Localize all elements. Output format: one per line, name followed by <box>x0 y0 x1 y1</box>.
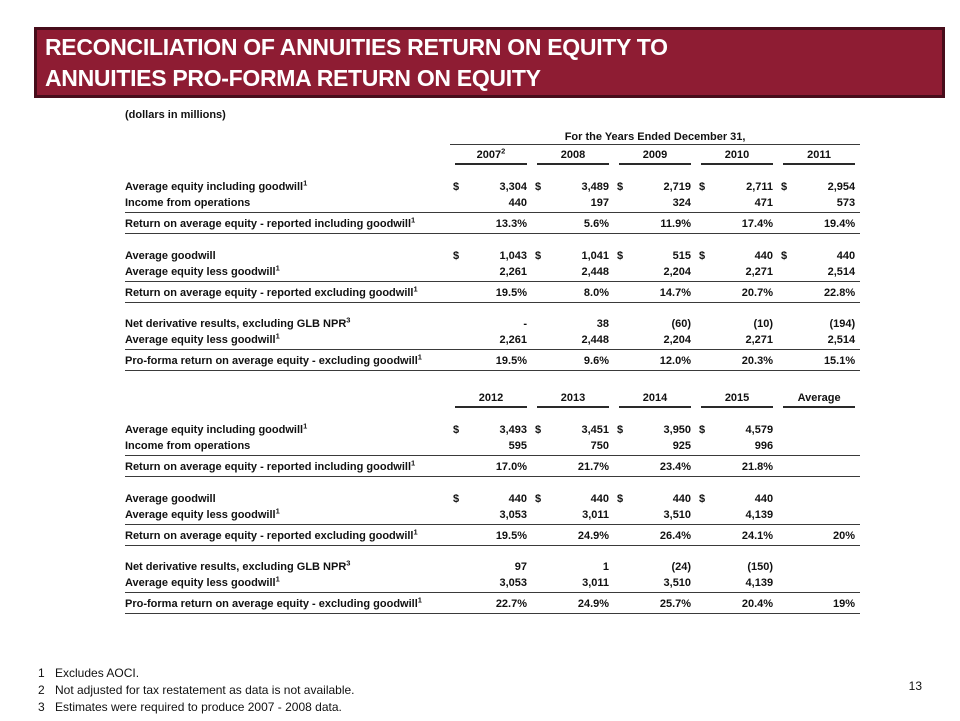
dollar-sign: $ <box>453 249 460 262</box>
dollar-sign <box>778 456 798 477</box>
table-row <box>125 180 860 196</box>
row-label: Return on average equity - reported including goodwill$^1$ <box>125 213 450 234</box>
cell-value: 2,271 <box>716 265 778 282</box>
spacer-cell <box>125 234 860 249</box>
cell-value <box>798 576 860 593</box>
dollar-sign <box>778 333 798 350</box>
year-column-header: 2010 <box>696 144 778 165</box>
dollar-sign: $ <box>453 492 460 505</box>
cell-value: (60) <box>671 318 691 330</box>
cell-value: 15.1% <box>798 350 860 371</box>
table-row <box>125 423 860 439</box>
table-row <box>125 333 860 350</box>
dollar-sign <box>696 213 716 234</box>
dollar-sign <box>532 333 552 350</box>
dollar-sign <box>532 350 552 371</box>
spacer-cell <box>125 545 860 560</box>
table-row <box>125 576 860 593</box>
row-label: Average equity less goodwill$^1$ <box>125 265 450 282</box>
dollar-sign <box>696 281 716 302</box>
dollar-sign <box>532 456 552 477</box>
dollar-sign: $ <box>535 424 542 436</box>
cell-value: 440 <box>754 249 773 262</box>
cell-value: 440 <box>672 492 692 505</box>
cell-value: 22.7% <box>470 593 532 614</box>
dollar-sign: $ <box>617 492 624 505</box>
spacer-cell <box>125 408 860 423</box>
dollar-sign: $ <box>617 424 624 436</box>
cell-value: 3,053 <box>470 576 532 593</box>
table-row <box>125 593 860 614</box>
cell-value: 19% <box>798 593 860 614</box>
cell-value: 19.5% <box>470 350 532 371</box>
cell-value: 2,271 <box>716 333 778 350</box>
dollar-sign <box>450 213 470 234</box>
dollar-sign <box>614 439 634 456</box>
cell-value: 2,514 <box>798 333 860 350</box>
dollar-sign <box>696 456 716 477</box>
footnote-text: Not adjusted for tax restatement as data is not available. <box>55 683 355 697</box>
cell-value: 26.4% <box>634 524 696 545</box>
cell-value: 595 <box>470 439 532 456</box>
cell-value: 2,954 <box>827 181 856 193</box>
dollar-sign <box>778 213 798 234</box>
cell-value: 3,053 <box>470 508 532 525</box>
cell-value: 197 <box>552 196 614 213</box>
footnote <box>38 682 355 699</box>
span-header-spacer <box>125 128 450 144</box>
dollar-sign <box>532 593 552 614</box>
dollar-sign: $ <box>699 181 706 193</box>
slide-content <box>125 109 860 614</box>
dollar-sign <box>614 560 634 576</box>
cell-value <box>798 492 860 508</box>
cell-value: 1,041 <box>581 249 609 262</box>
year-column-header: 2012 <box>450 387 532 408</box>
row-label: Average equity including goodwill$^1$ <box>125 178 308 193</box>
dollar-sign <box>532 281 552 302</box>
year-header-row <box>125 144 860 165</box>
cell-value: 20% <box>798 524 860 545</box>
cell-value: 2,719 <box>663 181 691 193</box>
dollar-sign <box>614 265 634 282</box>
footnote-number: 3 <box>38 700 45 714</box>
cell-value: 23.4% <box>634 456 696 477</box>
cell-value: 515 <box>672 249 691 262</box>
dollar-sign <box>614 281 634 302</box>
cell-value: 440 <box>590 492 610 505</box>
spacer-cell <box>125 165 860 180</box>
dollar-sign <box>614 576 634 593</box>
cell-value: 2,514 <box>798 265 860 282</box>
footnote-number: 1 <box>38 666 45 680</box>
dollar-sign <box>450 281 470 302</box>
cell-value: 11.9% <box>634 213 696 234</box>
dollar-sign <box>696 560 716 576</box>
cell-value: 1,043 <box>499 249 527 262</box>
year-column-header: Average <box>778 387 860 408</box>
cell-value: 3,510 <box>634 508 696 525</box>
table-row <box>125 249 860 265</box>
table-row <box>125 350 860 371</box>
cell-value: 5.6% <box>552 213 614 234</box>
dollar-sign <box>696 524 716 545</box>
dollar-sign <box>696 317 716 333</box>
cell-value <box>798 508 860 525</box>
footnotes <box>38 665 355 716</box>
row-label: Average goodwill <box>125 249 216 262</box>
cell-value: 13.3% <box>470 213 532 234</box>
cell-value: 3,304 <box>499 181 527 193</box>
dollar-sign: $ <box>617 181 624 193</box>
cell-value: 2,448 <box>552 265 614 282</box>
footnote-text: Excludes AOCI. <box>55 666 140 680</box>
table-row <box>125 456 860 477</box>
dollar-sign <box>614 333 634 350</box>
spacer-cell <box>125 477 860 492</box>
cell-value: 2,261 <box>470 333 532 350</box>
row-label: Return on average equity - reported excluding goodwill$^1$ <box>125 524 450 545</box>
spacer-cell <box>125 302 860 317</box>
cell-value: 440 <box>836 249 856 262</box>
cell-value: 2,711 <box>746 181 773 193</box>
spacer-row <box>125 477 860 492</box>
roe-table-2012-2015 <box>125 387 860 614</box>
cell-value: 3,011 <box>552 508 614 525</box>
spacer-row <box>125 234 860 249</box>
dollar-sign: $ <box>535 181 542 193</box>
cell-value: (194) <box>829 318 856 330</box>
row-label: Average goodwill <box>125 492 216 505</box>
dollar-sign: $ <box>699 424 706 436</box>
table-row <box>125 281 860 302</box>
dollar-sign <box>614 593 634 614</box>
dollar-sign <box>450 593 470 614</box>
dollar-sign <box>532 576 552 593</box>
year-header-row <box>125 387 860 408</box>
dollar-sign <box>696 439 716 456</box>
dollar-sign <box>532 508 552 525</box>
table-row <box>125 560 860 576</box>
dollar-sign <box>450 524 470 545</box>
dollar-sign: $ <box>535 492 542 505</box>
cell-value: 12.0% <box>634 350 696 371</box>
dollar-sign <box>614 524 634 545</box>
table-row <box>125 524 860 545</box>
cell-value: 3,493 <box>499 424 528 436</box>
cell-value <box>798 423 860 439</box>
dollar-sign: $ <box>617 249 624 262</box>
spacer-row <box>125 408 860 423</box>
year-column-header: 2014 <box>614 387 696 408</box>
dollar-sign <box>532 196 552 213</box>
page-number: 13 <box>908 679 922 693</box>
dollar-sign <box>450 508 470 525</box>
title-banner <box>34 27 945 98</box>
dollar-sign <box>778 508 798 525</box>
cell-value: 324 <box>634 196 696 213</box>
dollar-sign <box>696 350 716 371</box>
cell-value: 3,011 <box>552 576 614 593</box>
row-label: Average equity less goodwill$^1$ <box>125 508 450 525</box>
dollar-sign <box>532 439 552 456</box>
cell-value: 925 <box>634 439 696 456</box>
year-column-header: 2009 <box>614 144 696 165</box>
dollar-sign <box>696 593 716 614</box>
cell-value: 8.0% <box>552 281 614 302</box>
dollar-sign <box>778 281 798 302</box>
cell-value: 3,451 <box>581 424 610 436</box>
cell-value: (150) <box>747 561 774 573</box>
cell-value: 21.8% <box>716 456 778 477</box>
cell-value: 573 <box>798 196 860 213</box>
dollar-sign <box>614 196 634 213</box>
cell-value: 17.4% <box>716 213 778 234</box>
dollar-sign <box>614 213 634 234</box>
cell-value: 20.3% <box>716 350 778 371</box>
dollar-sign <box>696 196 716 213</box>
dollar-sign <box>450 560 470 576</box>
cell-value: 17.0% <box>470 456 532 477</box>
cell-value: 3,510 <box>634 576 696 593</box>
footnote-number: 2 <box>38 683 45 697</box>
row-label: Pro-forma return on average equity - excluding goodwill$^1$ <box>125 350 450 371</box>
cell-value: 22.8% <box>798 281 860 302</box>
footnote-text: Estimates were required to produce 2007 - 2008 data. <box>55 700 342 714</box>
cell-value <box>798 560 860 576</box>
dollar-sign <box>778 560 798 576</box>
cell-value: (24) <box>671 561 692 573</box>
cell-value: 471 <box>716 196 778 213</box>
dollar-sign <box>450 439 470 456</box>
dollar-sign: $ <box>781 249 788 262</box>
cell-value: 24.9% <box>552 593 614 614</box>
cell-value: 20.7% <box>716 281 778 302</box>
cell-value: 21.7% <box>552 456 614 477</box>
year-header-spacer <box>125 144 450 165</box>
row-label: Income from operations <box>125 196 450 213</box>
cell-value: 97 <box>514 561 528 573</box>
cell-value: (10) <box>753 318 773 330</box>
year-column-header: 2008 <box>532 144 614 165</box>
dollar-sign <box>532 213 552 234</box>
cell-value: 19.5% <box>470 524 532 545</box>
slide-title-line-2: ANNUITIES PRO-FORMA RETURN ON EQUITY <box>45 65 541 91</box>
dollar-sign <box>778 576 798 593</box>
row-label: Net derivative results, excluding GLB NPR$^3$ <box>125 315 351 330</box>
dollar-sign <box>696 576 716 593</box>
cell-value: 9.6% <box>552 350 614 371</box>
row-label: Return on average equity - reported excluding goodwill$^1$ <box>125 281 450 302</box>
cell-value: 440 <box>470 196 532 213</box>
table-row <box>125 439 860 456</box>
cell-value: 24.9% <box>552 524 614 545</box>
dollar-sign: $ <box>535 249 542 262</box>
row-label: Average equity including goodwill$^1$ <box>125 421 308 436</box>
cell-value: 2,448 <box>552 333 614 350</box>
dollar-sign: $ <box>699 249 706 262</box>
span-header-row <box>125 128 860 144</box>
table-row <box>125 265 860 282</box>
table-row <box>125 492 860 508</box>
cell-value: 38 <box>596 318 609 330</box>
table-row <box>125 317 860 333</box>
dollar-sign <box>614 350 634 371</box>
year-column-header: 2015 <box>696 387 778 408</box>
row-label: Average equity less goodwill$^1$ <box>125 576 450 593</box>
year-column-header: 2013 <box>532 387 614 408</box>
dollar-sign <box>696 508 716 525</box>
roe-table-2007-2011 <box>125 128 860 371</box>
cell-value: 4,579 <box>745 424 774 436</box>
dollar-sign <box>696 265 716 282</box>
dollar-sign <box>450 317 470 333</box>
row-label: Income from operations <box>125 439 450 456</box>
row-label: Average equity less goodwill$^1$ <box>125 333 450 350</box>
dollar-sign <box>450 196 470 213</box>
dollar-sign: $ <box>699 492 706 505</box>
dollar-sign <box>778 196 798 213</box>
cell-value: 19.5% <box>470 281 532 302</box>
dollar-sign <box>778 492 798 508</box>
dollar-sign <box>532 560 552 576</box>
cell-value: 2,261 <box>470 265 532 282</box>
dollar-sign <box>778 265 798 282</box>
spacer-row <box>125 545 860 560</box>
footnote <box>38 665 355 682</box>
row-label: Net derivative results, excluding GLB NPR$^3$ <box>125 558 351 573</box>
dollar-sign <box>450 350 470 371</box>
table-row <box>125 196 860 213</box>
cell-value: 2,204 <box>634 333 696 350</box>
dollar-sign <box>778 439 798 456</box>
year-column-header: 2007$^2$ <box>450 144 532 165</box>
year-column-header: 2011 <box>778 144 860 165</box>
cell-value: 440 <box>754 492 774 505</box>
dollar-sign <box>778 317 798 333</box>
cell-value: 2,204 <box>634 265 696 282</box>
cell-value: 24.1% <box>716 524 778 545</box>
dollar-sign: $ <box>453 424 460 436</box>
footnote <box>38 699 355 716</box>
cell-value: 3,950 <box>663 424 692 436</box>
units-label: (dollars in millions) <box>125 109 226 121</box>
cell-value: 1 <box>602 561 610 573</box>
dollar-sign <box>778 524 798 545</box>
dollar-sign <box>778 350 798 371</box>
spacer-row <box>125 302 860 317</box>
cell-value: 750 <box>552 439 614 456</box>
dollar-sign: $ <box>781 181 788 193</box>
cell-value: 4,139 <box>716 576 778 593</box>
years-ended-header: For the Years Ended December 31, <box>450 128 860 144</box>
table-row <box>125 508 860 525</box>
cell-value: 20.4% <box>716 593 778 614</box>
dollar-sign <box>614 508 634 525</box>
dollar-sign <box>532 524 552 545</box>
dollar-sign <box>778 423 798 439</box>
dollar-sign <box>450 576 470 593</box>
cell-value <box>798 456 860 477</box>
dollar-sign <box>778 593 798 614</box>
cell-value: 19.4% <box>798 213 860 234</box>
dollar-sign <box>450 333 470 350</box>
cell-value: 25.7% <box>634 593 696 614</box>
cell-value: 3,489 <box>581 181 609 193</box>
cell-value: 4,139 <box>716 508 778 525</box>
dollar-sign <box>532 317 552 333</box>
slide-title-line-1: RECONCILIATION OF ANNUITIES RETURN ON EQUITY TO <box>45 34 668 60</box>
dollar-sign <box>614 456 634 477</box>
dollar-sign <box>532 265 552 282</box>
dollar-sign <box>696 333 716 350</box>
dollar-sign <box>450 265 470 282</box>
cell-value <box>798 439 860 456</box>
table-row <box>125 213 860 234</box>
dollar-sign <box>614 317 634 333</box>
cell-value: 14.7% <box>634 281 696 302</box>
dollar-sign: $ <box>453 181 460 193</box>
spacer-row <box>125 165 860 180</box>
cell-value: - <box>523 318 527 330</box>
year-header-spacer <box>125 387 450 408</box>
row-label: Pro-forma return on average equity - excluding goodwill$^1$ <box>125 593 450 614</box>
cell-value: 996 <box>716 439 778 456</box>
dollar-sign <box>450 456 470 477</box>
row-label: Return on average equity - reported including goodwill$^1$ <box>125 456 450 477</box>
cell-value: 440 <box>508 492 528 505</box>
